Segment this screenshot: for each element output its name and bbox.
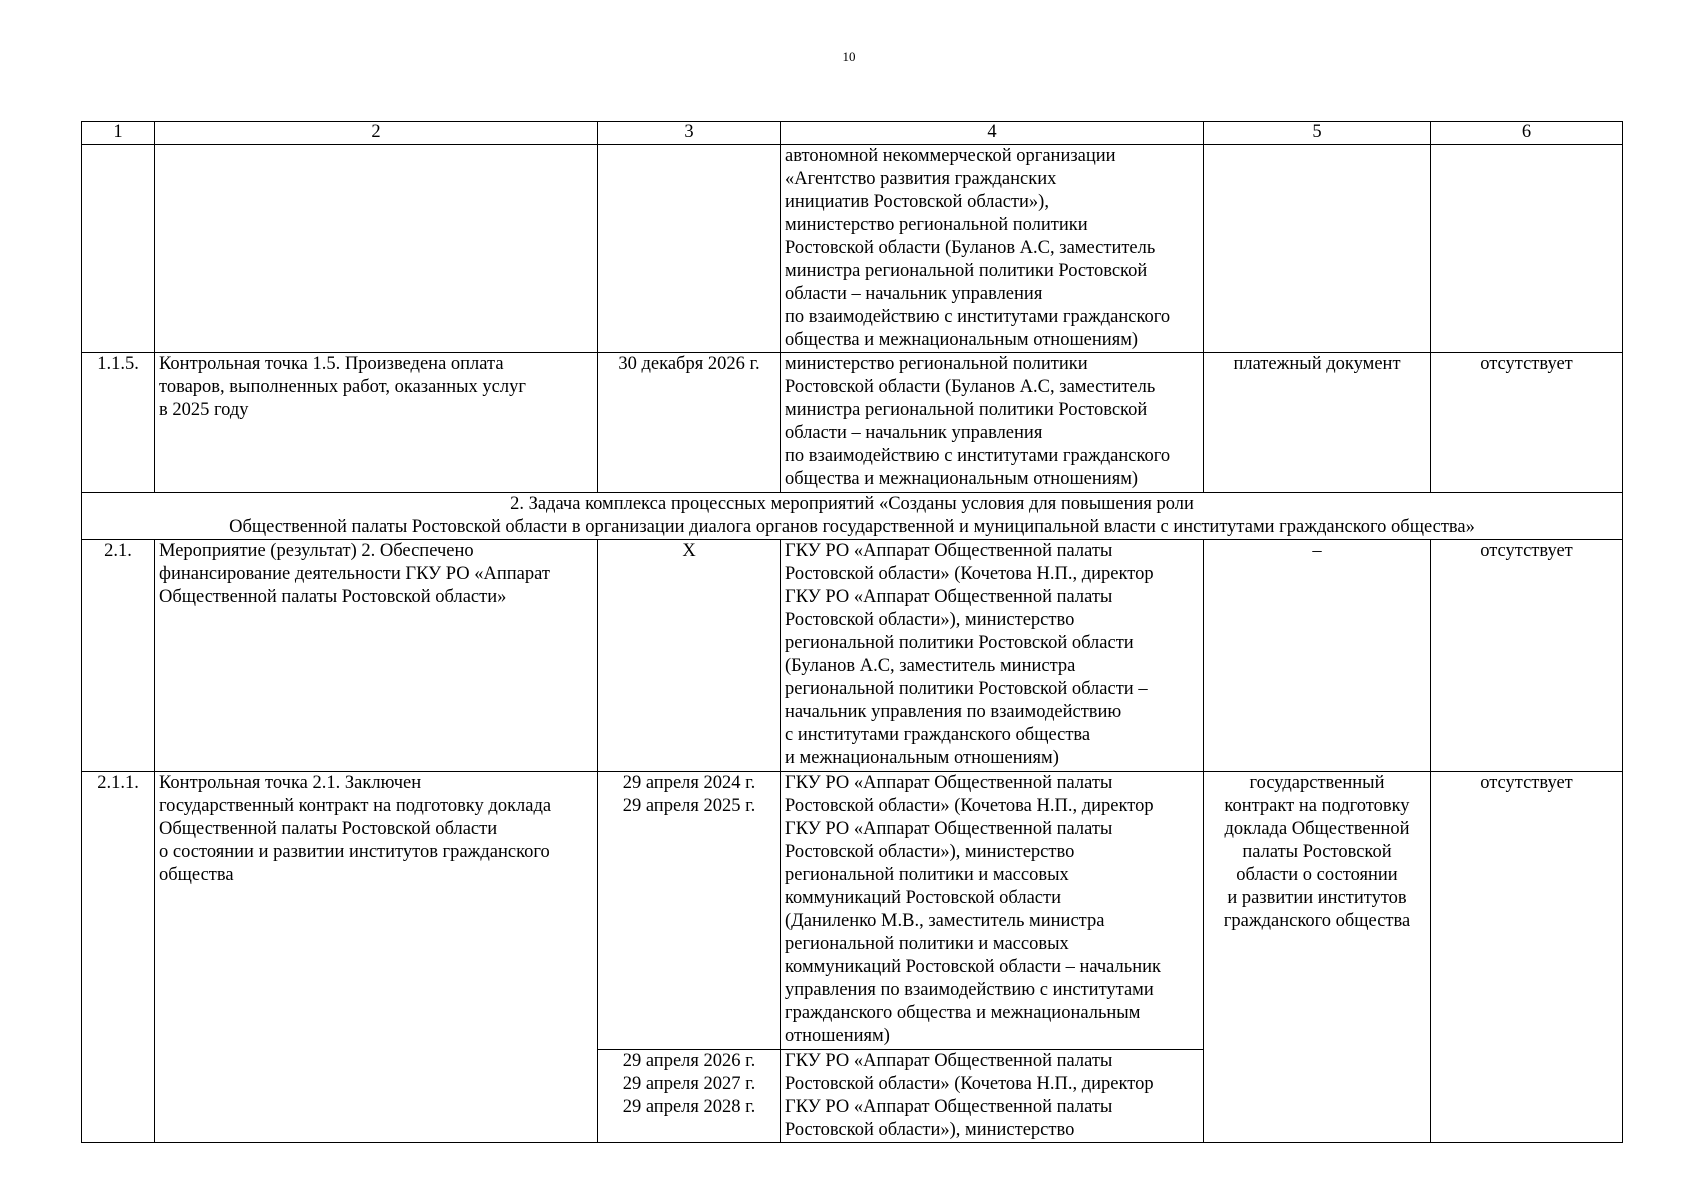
table-row-continuation <box>82 145 1623 353</box>
cell-number: 1.1.5. <box>82 353 155 493</box>
section-row-2 <box>82 493 1623 540</box>
cell-document <box>1204 145 1431 353</box>
plan-table <box>81 121 1623 1143</box>
cell-date: 29 апреля 2024 г. 29 апреля 2025 г. <box>598 772 781 1050</box>
cell-date: 29 апреля 2026 г. 29 апреля 2027 г. 29 апреля 2028 г. <box>598 1050 781 1143</box>
cell-date: X <box>598 540 781 772</box>
table-header-row <box>82 122 1623 145</box>
header-cell-6: 6 <box>1431 122 1623 145</box>
header-cell-5: 5 <box>1204 122 1431 145</box>
table-row-1-1-5 <box>82 353 1623 493</box>
header-cell-2: 2 <box>155 122 598 145</box>
section-title: 2. Задача комплекса процессных мероприятий «Созданы условия для повышения роли Общественной палаты Ростовской области в организации диалога органов государственной и муниципальной власти с институтами гражданского общества» <box>82 493 1623 540</box>
header-cell-4: 4 <box>781 122 1204 145</box>
cell-system: отсутствует <box>1431 540 1623 772</box>
cell-system: отсутствует <box>1431 772 1623 1143</box>
cell-responsible: ГКУ РО «Аппарат Общественной палаты Ростовской области» (Кочетова Н.П., директор ГКУ РО «Аппарат Общественной палаты Ростовской области»), министерство региональной политики Ростовской области (Буланов А.С, заместитель министра региональной политики Ростовской области – начальник управления по взаимодействию с институтами гражданского общества и межнациональным отношениям) <box>781 540 1204 772</box>
header-cell-3: 3 <box>598 122 781 145</box>
cell-system <box>1431 145 1623 353</box>
cell-name <box>155 145 598 353</box>
cell-responsible: автономной некоммерческой организации «Агентство развития гражданских инициатив Ростовской области»), министерство региональной политики Ростовской области (Буланов А.С, заместитель министра региональной политики Ростовской области – начальник управления по взаимодействию с институтами гражданского общества и межнациональным отношениям) <box>781 145 1204 353</box>
cell-document: – <box>1204 540 1431 772</box>
cell-date <box>598 145 781 353</box>
cell-name: Контрольная точка 1.5. Произведена оплата товаров, выполненных работ, оказанных услуг в 2025 году <box>155 353 598 493</box>
cell-name: Мероприятие (результат) 2. Обеспечено финансирование деятельности ГКУ РО «Аппарат Общественной палаты Ростовской области» <box>155 540 598 772</box>
cell-number: 2.1.1. <box>82 772 155 1143</box>
cell-responsible: ГКУ РО «Аппарат Общественной палаты Ростовской области» (Кочетова Н.П., директор ГКУ РО «Аппарат Общественной палаты Ростовской области»), министерство региональной политики и массовых коммуникаций Ростовской области (Даниленко М.В., заместитель министра региональной политики и массовых коммуникаций Ростовской области – начальник управления по взаимодействию с институтами гражданского общества и межнациональным отношениям) <box>781 772 1204 1050</box>
header-cell-1: 1 <box>82 122 155 145</box>
cell-number <box>82 145 155 353</box>
table-row-2-1 <box>82 540 1623 772</box>
page-number: 10 <box>842 49 856 64</box>
cell-number: 2.1. <box>82 540 155 772</box>
cell-responsible: ГКУ РО «Аппарат Общественной палаты Ростовской области» (Кочетова Н.П., директор ГКУ РО «Аппарат Общественной палаты Ростовской области»), министерство <box>781 1050 1204 1143</box>
cell-responsible: министерство региональной политики Ростовской области (Буланов А.С, заместитель министра региональной политики Ростовской области – начальник управления по взаимодействию с институтами гражданского общества и межнациональным отношениям) <box>781 353 1204 493</box>
cell-system: отсутствует <box>1431 353 1623 493</box>
table-row-2-1-1 <box>82 772 1623 1050</box>
cell-date: 30 декабря 2026 г. <box>598 353 781 493</box>
cell-document: платежный документ <box>1204 353 1431 493</box>
cell-name: Контрольная точка 2.1. Заключен государственный контракт на подготовку доклада Общественной палаты Ростовской области о состоянии и развитии институтов гражданского общества <box>155 772 598 1143</box>
cell-document: государственный контракт на подготовку доклада Общественной палаты Ростовской области о состоянии и развитии институтов гражданского общества <box>1204 772 1431 1143</box>
